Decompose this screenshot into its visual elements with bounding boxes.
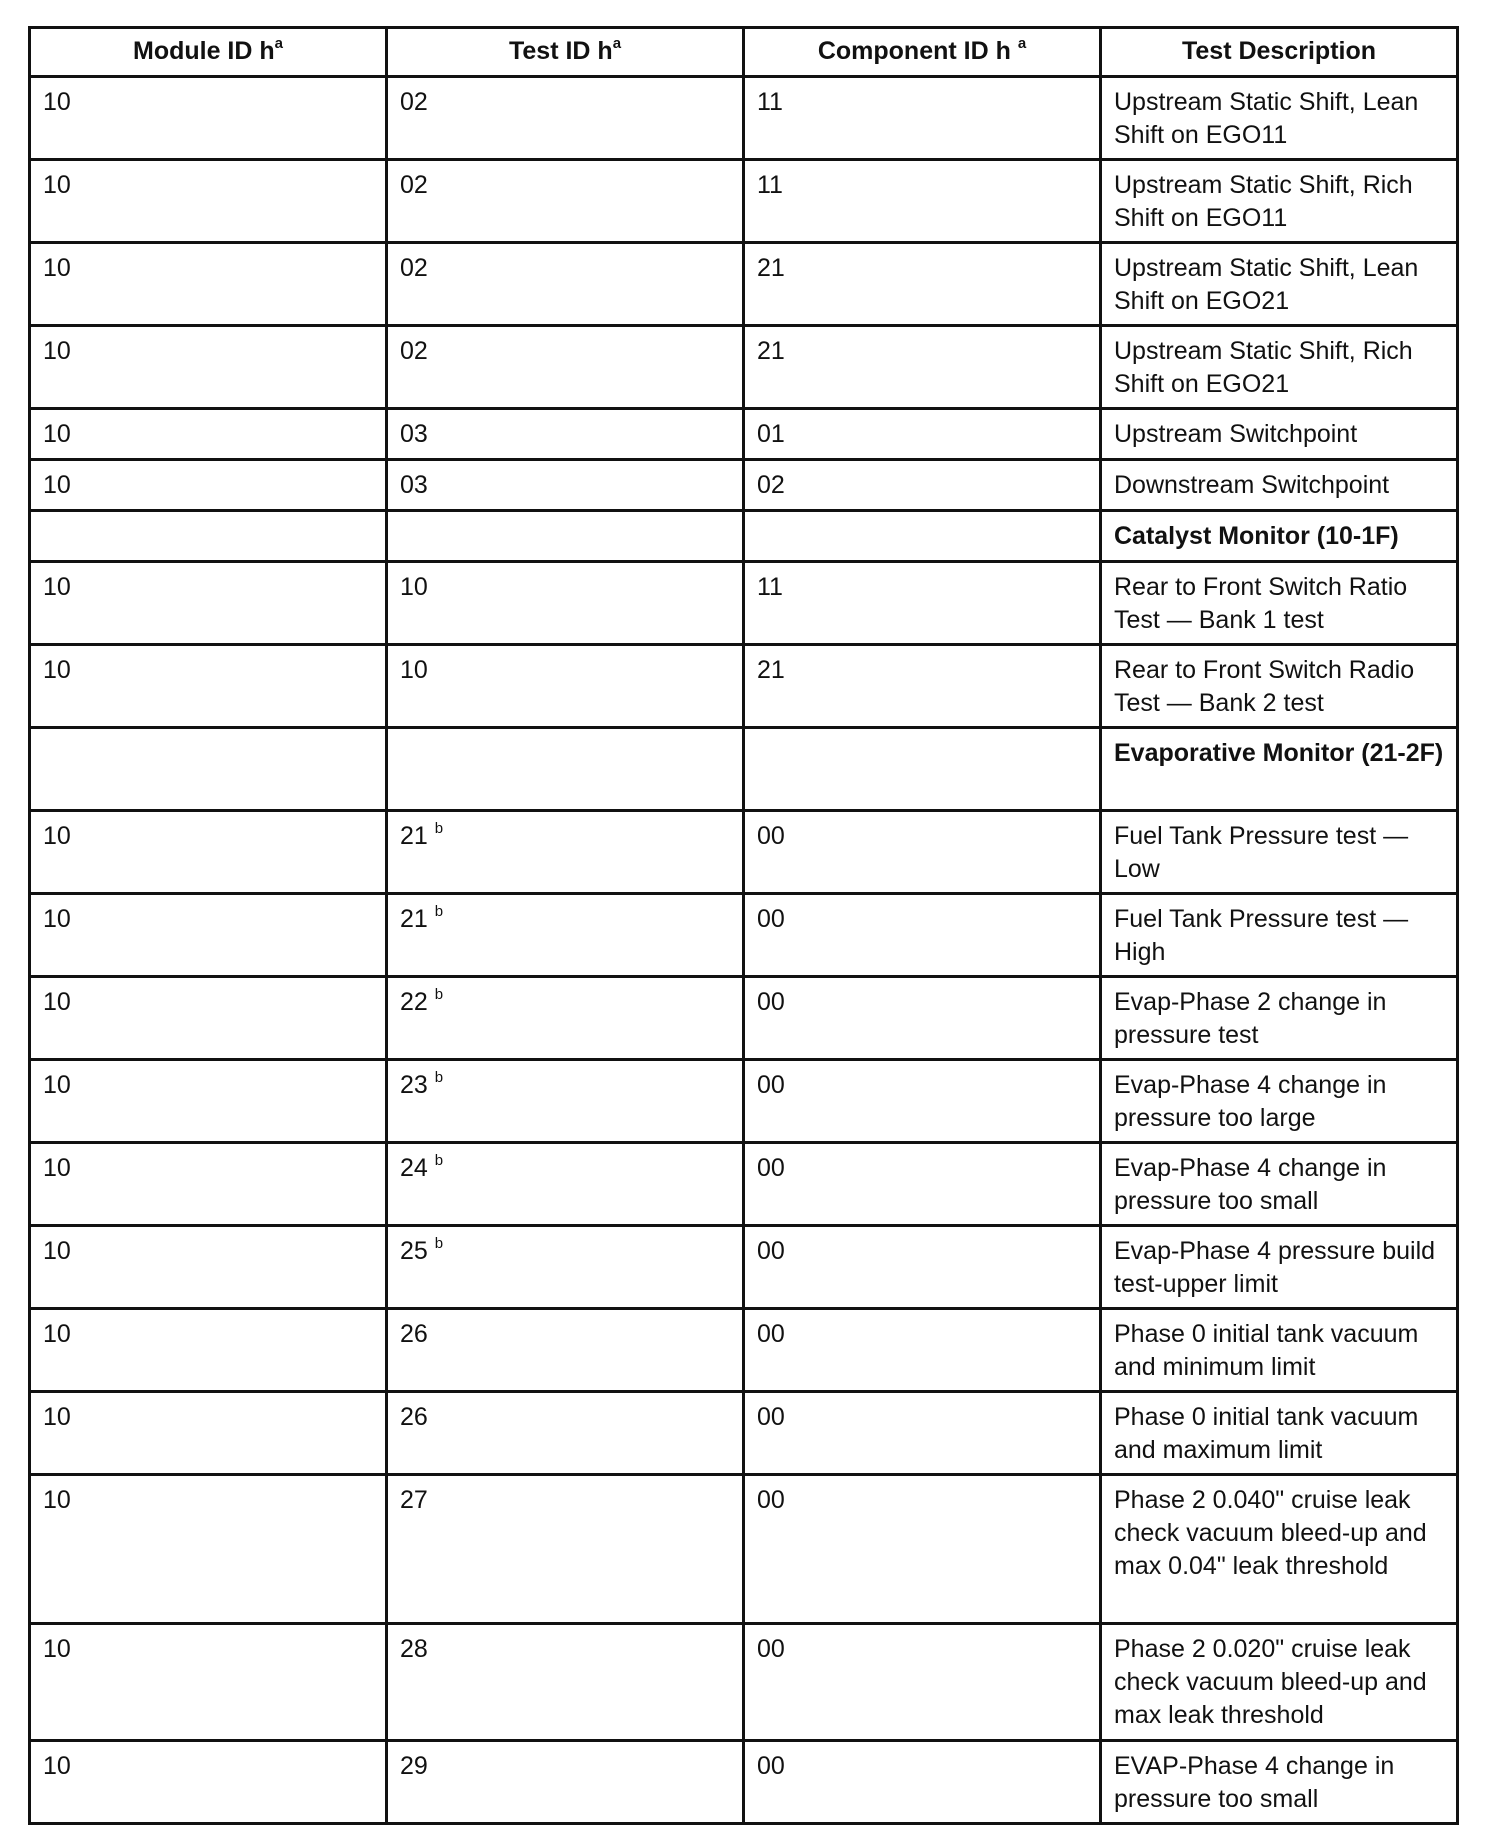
header-test-description: Test Description: [1101, 28, 1458, 77]
cell-test-id: [387, 1392, 744, 1475]
cell-component-id-text: 00: [757, 905, 785, 933]
header-test-id: Test ID $h^a$: [387, 28, 744, 77]
monitor-test-table: [28, 26, 1459, 1825]
cell-test-description: [1101, 409, 1458, 460]
cell-test-id: [387, 894, 744, 977]
cell-test-description-text: Phase 0 initial tank vacuum and minimum limit: [1114, 1320, 1419, 1381]
table-header-row: [30, 28, 1458, 77]
cell-module-id: [30, 1392, 387, 1475]
cell-module-id-text: 10: [43, 471, 71, 499]
cell-module-id: [30, 160, 387, 243]
cell-test-description-text: Evap-Phase 4 change in pressure too small: [1114, 1154, 1387, 1215]
cell-module-id-text: 10: [43, 822, 71, 850]
cell-test-description: [1101, 1741, 1458, 1824]
cell-test-description: [1101, 1143, 1458, 1226]
section-row: [30, 511, 1458, 562]
cell-module-id: [30, 562, 387, 645]
cell-component-id-text: 21: [757, 254, 785, 282]
cell-component-id: [744, 1226, 1101, 1309]
cell-component-id-text: 00: [757, 1486, 785, 1514]
footnote-marker: b: [434, 1068, 444, 1086]
cell-module-id-text: 10: [43, 254, 71, 282]
cell-module-id-text: 10: [43, 1403, 71, 1431]
cell-component-id-text: 21: [757, 337, 785, 365]
cell-module-id: [30, 243, 387, 326]
cell-test-id: [387, 811, 744, 894]
cell-test-description: [1101, 728, 1458, 811]
footnote-marker: b: [434, 1234, 444, 1252]
cell-test-id-text: 26: [400, 1320, 428, 1348]
cell-test-description-text: Rear to Front Switch Ratio Test — Bank 1 test: [1114, 573, 1408, 634]
cell-component-id-text: 00: [757, 822, 785, 850]
cell-component-id: [744, 894, 1101, 977]
cell-test-id-text: 22: [400, 988, 428, 1016]
table-row: [30, 326, 1458, 409]
cell-module-id: [30, 1741, 387, 1824]
cell-component-id: [744, 728, 1101, 811]
cell-component-id-text: 00: [757, 1320, 785, 1348]
footnote-marker: b: [434, 985, 444, 1003]
cell-module-id-text: 10: [43, 905, 71, 933]
cell-test-description-text: Evaporative Monitor (21-2F): [1114, 739, 1444, 767]
cell-test-id: [387, 511, 744, 562]
cell-test-id: [387, 562, 744, 645]
cell-component-id-text: 11: [757, 573, 783, 601]
cell-component-id-text: 00: [757, 1071, 785, 1099]
cell-component-id: [744, 1475, 1101, 1624]
table-row: [30, 811, 1458, 894]
cell-test-description: [1101, 1226, 1458, 1309]
cell-test-description-text: Upstream Switchpoint: [1114, 420, 1358, 448]
cell-test-id-text: 23: [400, 1071, 428, 1099]
cell-test-description-text: Evap-Phase 4 pressure build test-upper limit: [1114, 1237, 1436, 1298]
cell-test-description: [1101, 460, 1458, 511]
table-row: [30, 977, 1458, 1060]
cell-module-id: [30, 1309, 387, 1392]
footnote-marker: b: [434, 902, 444, 920]
cell-component-id: [744, 562, 1101, 645]
section-row: [30, 728, 1458, 811]
cell-module-id-text: 10: [43, 88, 71, 116]
cell-test-id: [387, 77, 744, 160]
cell-test-description-text: Evap-Phase 2 change in pressure test: [1114, 988, 1387, 1049]
cell-module-id-text: 10: [43, 1237, 71, 1265]
cell-module-id-text: 10: [43, 656, 71, 684]
cell-component-id: [744, 1741, 1101, 1824]
cell-component-id: [744, 811, 1101, 894]
cell-test-id: [387, 160, 744, 243]
cell-test-id: [387, 1226, 744, 1309]
cell-module-id: [30, 1624, 387, 1741]
cell-module-id: [30, 1475, 387, 1624]
cell-component-id-text: 00: [757, 988, 785, 1016]
cell-test-id: [387, 326, 744, 409]
document-table-container: [28, 26, 1456, 1825]
cell-component-id: [744, 160, 1101, 243]
cell-test-id: [387, 1624, 744, 1741]
cell-module-id: [30, 511, 387, 562]
cell-test-id: [387, 1060, 744, 1143]
cell-component-id: [744, 1143, 1101, 1226]
footnote-marker: b: [434, 1151, 444, 1169]
cell-test-description: [1101, 1060, 1458, 1143]
table-row: [30, 645, 1458, 728]
cell-test-description: [1101, 243, 1458, 326]
cell-test-description-text: Upstream Static Shift, Rich Shift on EGO21: [1114, 337, 1413, 398]
cell-test-description-text: Rear to Front Switch Radio Test — Bank 2 test: [1114, 656, 1415, 717]
cell-test-description: [1101, 1392, 1458, 1475]
cell-test-id: [387, 1309, 744, 1392]
cell-module-id-text: 10: [43, 337, 71, 365]
cell-component-id-text: 00: [757, 1635, 785, 1663]
cell-module-id-text: 10: [43, 1071, 71, 1099]
cell-module-id-text: 10: [43, 1154, 71, 1182]
cell-component-id-text: 11: [757, 88, 783, 116]
cell-component-id: [744, 77, 1101, 160]
cell-component-id: [744, 511, 1101, 562]
cell-component-id: [744, 326, 1101, 409]
cell-test-description-text: Upstream Static Shift, Rich Shift on EGO11: [1114, 171, 1413, 232]
cell-test-description: [1101, 1624, 1458, 1741]
cell-component-id-text: 00: [757, 1237, 785, 1265]
cell-component-id: [744, 243, 1101, 326]
cell-test-id: [387, 1475, 744, 1624]
cell-module-id: [30, 326, 387, 409]
cell-test-description: [1101, 326, 1458, 409]
cell-test-description-text: Upstream Static Shift, Lean Shift on EGO21: [1114, 254, 1419, 315]
cell-test-description: [1101, 645, 1458, 728]
cell-test-description: [1101, 977, 1458, 1060]
cell-module-id: [30, 811, 387, 894]
cell-test-id-text: 10: [400, 656, 428, 684]
cell-test-id-text: 02: [400, 88, 428, 116]
header-component-id: Component ID h $^a$: [744, 28, 1101, 77]
cell-module-id: [30, 460, 387, 511]
cell-test-description: [1101, 77, 1458, 160]
cell-test-id-text: 03: [400, 471, 428, 499]
cell-test-id-text: 26: [400, 1403, 428, 1431]
table-row: [30, 1060, 1458, 1143]
table-row: [30, 1475, 1458, 1624]
cell-module-id-text: 10: [43, 1320, 71, 1348]
cell-test-id: [387, 977, 744, 1060]
table-row: [30, 562, 1458, 645]
cell-test-id: [387, 460, 744, 511]
cell-component-id: [744, 645, 1101, 728]
header-module-id: Module ID $h^a$: [30, 28, 387, 77]
cell-module-id: [30, 977, 387, 1060]
cell-module-id: [30, 77, 387, 160]
cell-test-id-text: 27: [400, 1486, 428, 1514]
cell-component-id: [744, 409, 1101, 460]
cell-test-description-text: Fuel Tank Pressure test — High: [1114, 905, 1409, 966]
cell-module-id-text: 10: [43, 1752, 71, 1780]
table-body: [30, 77, 1458, 1824]
cell-test-id: [387, 409, 744, 460]
cell-module-id-text: 10: [43, 573, 71, 601]
cell-module-id: [30, 409, 387, 460]
cell-component-id-text: 21: [757, 656, 785, 684]
cell-module-id-text: 10: [43, 420, 71, 448]
cell-test-id-text: 21: [400, 822, 428, 850]
cell-test-id-text: 02: [400, 337, 428, 365]
cell-test-id-text: 28: [400, 1635, 428, 1663]
cell-module-id-text: 10: [43, 1486, 71, 1514]
cell-test-description: [1101, 511, 1458, 562]
cell-module-id: [30, 1226, 387, 1309]
cell-test-id-text: 03: [400, 420, 428, 448]
table-row: [30, 1741, 1458, 1824]
cell-test-id: [387, 728, 744, 811]
table-row: [30, 1392, 1458, 1475]
cell-module-id-text: 10: [43, 988, 71, 1016]
cell-component-id: [744, 1392, 1101, 1475]
cell-module-id: [30, 1143, 387, 1226]
cell-module-id: [30, 645, 387, 728]
cell-test-description-text: EVAP-Phase 4 change in pressure too small: [1114, 1752, 1395, 1813]
cell-test-id-text: 10: [400, 573, 428, 601]
cell-test-id: [387, 645, 744, 728]
cell-test-id: [387, 243, 744, 326]
table-row: [30, 1226, 1458, 1309]
cell-test-description-text: Phase 0 initial tank vacuum and maximum limit: [1114, 1403, 1419, 1464]
cell-module-id: [30, 1060, 387, 1143]
cell-test-id: [387, 1741, 744, 1824]
table-row: [30, 160, 1458, 243]
cell-component-id: [744, 1309, 1101, 1392]
cell-component-id-text: 01: [757, 420, 785, 448]
cell-test-description-text: Downstream Switchpoint: [1114, 471, 1390, 499]
cell-test-id-text: 29: [400, 1752, 428, 1780]
cell-test-description-text: Evap-Phase 4 change in pressure too large: [1114, 1071, 1387, 1132]
table-row: [30, 894, 1458, 977]
cell-module-id: [30, 728, 387, 811]
cell-component-id: [744, 1060, 1101, 1143]
table-row: [30, 1309, 1458, 1392]
cell-test-description: [1101, 160, 1458, 243]
table-row: [30, 409, 1458, 460]
cell-test-id-text: 21: [400, 905, 428, 933]
table-row: [30, 460, 1458, 511]
cell-component-id-text: 11: [757, 171, 783, 199]
table-row: [30, 77, 1458, 160]
cell-module-id-text: 10: [43, 171, 71, 199]
cell-component-id-text: 02: [757, 471, 785, 499]
cell-test-id-text: 02: [400, 171, 428, 199]
cell-component-id-text: 00: [757, 1154, 785, 1182]
cell-component-id: [744, 977, 1101, 1060]
cell-test-id-text: 02: [400, 254, 428, 282]
cell-test-description-text: Upstream Static Shift, Lean Shift on EGO11: [1114, 88, 1419, 149]
cell-test-description-text: Phase 2 0.020" cruise leak check vacuum bleed-up and max leak threshold: [1114, 1635, 1427, 1729]
cell-test-description: [1101, 1309, 1458, 1392]
cell-module-id: [30, 894, 387, 977]
table-row: [30, 243, 1458, 326]
cell-component-id: [744, 1624, 1101, 1741]
table-row: [30, 1624, 1458, 1741]
cell-test-description-text: Phase 2 0.040" cruise leak check vacuum bleed-up and max 0.04" leak threshold: [1114, 1486, 1427, 1580]
table-row: [30, 1143, 1458, 1226]
cell-test-description-text: Catalyst Monitor (10-1F): [1114, 522, 1399, 550]
cell-module-id-text: 10: [43, 1635, 71, 1663]
cell-test-description: [1101, 562, 1458, 645]
cell-component-id-text: 00: [757, 1752, 785, 1780]
cell-test-id-text: 24: [400, 1154, 428, 1182]
cell-test-description: [1101, 811, 1458, 894]
cell-test-id-text: 25: [400, 1237, 428, 1265]
cell-test-id: [387, 1143, 744, 1226]
cell-component-id: [744, 460, 1101, 511]
footnote-marker: b: [434, 819, 444, 837]
cell-test-description-text: Fuel Tank Pressure test — Low: [1114, 822, 1409, 883]
cell-test-description: [1101, 1475, 1458, 1624]
cell-test-description: [1101, 894, 1458, 977]
cell-component-id-text: 00: [757, 1403, 785, 1431]
